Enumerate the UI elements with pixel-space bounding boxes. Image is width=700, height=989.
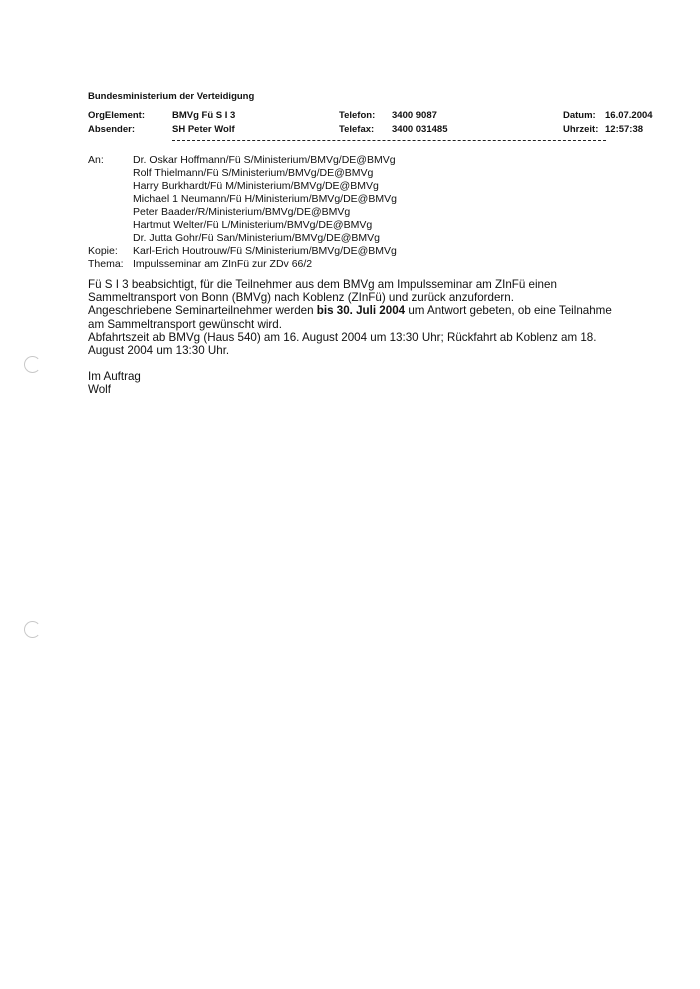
cc-label: Kopie: bbox=[88, 245, 118, 257]
header-divider bbox=[172, 140, 606, 141]
signature-block bbox=[88, 370, 141, 396]
recipient-item: Dr. Jutta Gohr/Fü San/Ministerium/BMVg/DE@BMVg bbox=[133, 232, 380, 244]
fax-value: 3400 031485 bbox=[392, 124, 448, 135]
punch-hole-mark bbox=[24, 621, 41, 638]
ministry-name: Bundesministerium der Verteidigung bbox=[88, 91, 255, 102]
time-value: 12:57:38 bbox=[605, 124, 644, 135]
body-paragraph: Abfahrtszeit ab BMVg (Haus 540) am 16. August 2004 um 13:30 Uhr; Rückfahrt ab Koblenz am 18. August 2004 um 13:30 Uhr. bbox=[88, 330, 597, 358]
date-label: Datum: bbox=[563, 110, 596, 121]
subject-label: Thema: bbox=[88, 258, 124, 270]
message-body bbox=[88, 278, 628, 357]
sender-label: Absender: bbox=[88, 124, 135, 135]
phone-value: 3400 9087 bbox=[392, 110, 437, 121]
cc-recipient: Karl-Erich Houtrouw/Fü S/Ministerium/BMVg/DE@BMVg bbox=[133, 245, 397, 257]
org-label: OrgElement: bbox=[88, 110, 146, 121]
date-value: 16.07.2004 bbox=[605, 110, 653, 121]
phone-label: Telefon: bbox=[339, 110, 376, 121]
sender-value: SH Peter Wolf bbox=[172, 124, 235, 135]
time-label: Uhrzeit: bbox=[563, 124, 599, 135]
to-label: An: bbox=[88, 154, 104, 166]
body-paragraph: Fü S I 3 beabsichtigt, für die Teilnehmer aus dem BMVg am Impulsseminar am ZInFü einen Sammeltransport von Bonn (BMVg) nach Koblenz (ZInFü) und zurück anzufordern. bbox=[88, 278, 557, 305]
fax-label: Telefax: bbox=[339, 124, 375, 135]
recipient-item: Rolf Thielmann/Fü S/Ministerium/BMVg/DE@BMVg bbox=[133, 167, 374, 179]
subject: Impulsseminar am ZInFü zur ZDv 66/2 bbox=[133, 258, 313, 270]
recipient-item: Dr. Oskar Hoffmann/Fü S/Ministerium/BMVg/DE@BMVg bbox=[133, 154, 396, 166]
recipient-item: Peter Baader/R/Ministerium/BMVg/DE@BMVg bbox=[133, 206, 351, 218]
deadline-text: bis 30. Juli 2004 bbox=[316, 304, 406, 318]
body-paragraph: Angeschriebene Seminarteilnehmer werden bis 30. Juli 2004 um Antwort gebeten, ob eine Teilnahme am Sammeltransport gewünscht wird. bbox=[88, 304, 612, 331]
recipient-item: Harry Burkhardt/Fü M/Ministerium/BMVg/DE@BMVg bbox=[133, 180, 379, 192]
recipient-item: Hartmut Welter/Fü L/Ministerium/BMVg/DE@BMVg bbox=[133, 219, 373, 231]
signer-name: Wolf bbox=[88, 383, 111, 397]
punch-hole-mark bbox=[24, 356, 41, 373]
closing-line: Im Auftrag bbox=[88, 370, 141, 383]
recipient-item: Michael 1 Neumann/Fü H/Ministerium/BMVg/DE@BMVg bbox=[133, 193, 397, 205]
org-value: BMVg Fü S I 3 bbox=[172, 110, 236, 121]
